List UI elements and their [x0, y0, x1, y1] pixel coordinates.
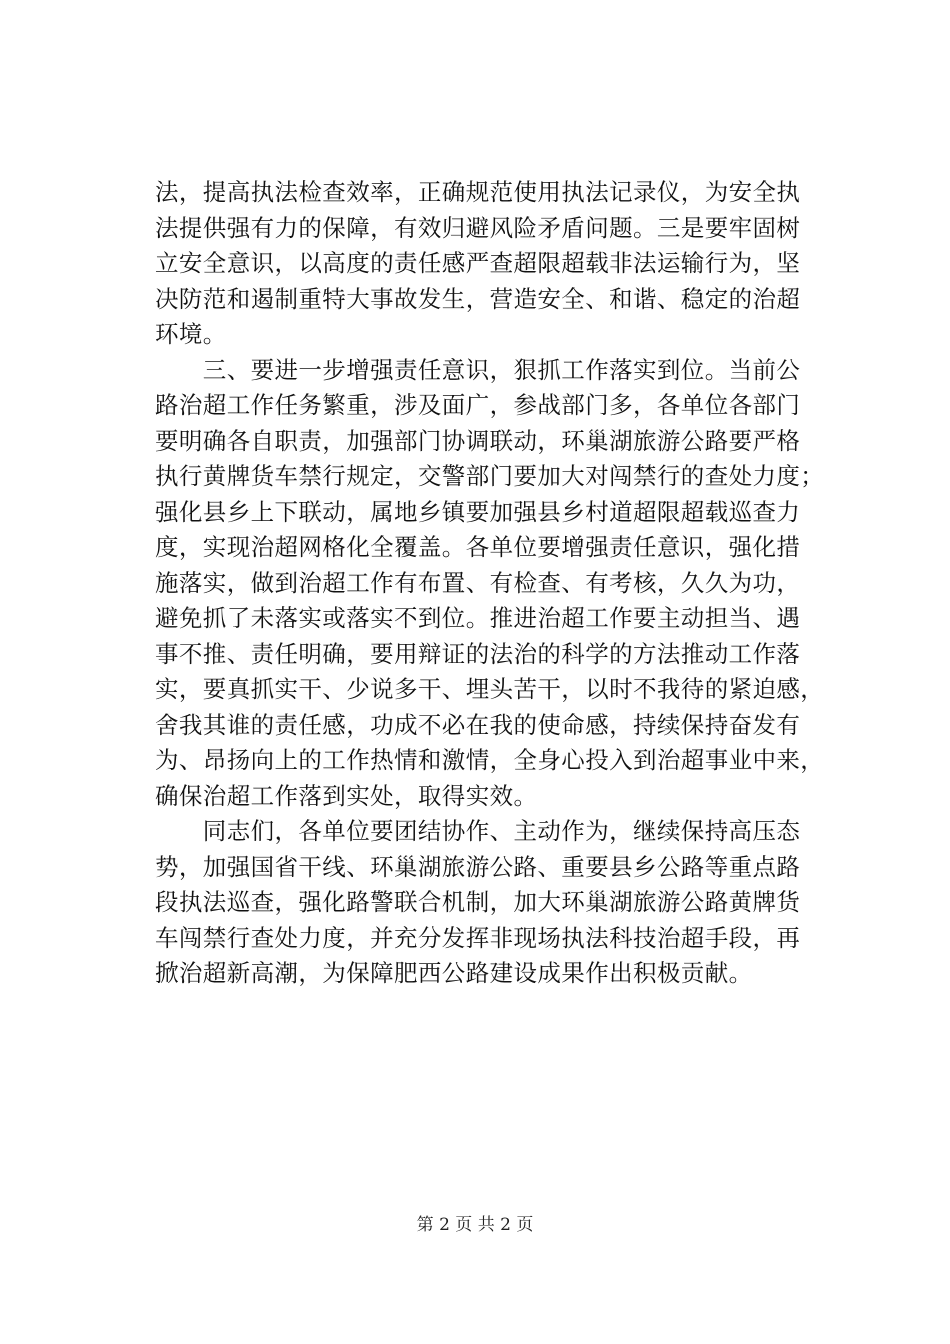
page-number-label: 第 2 页 共 2 页 [416, 1215, 534, 1235]
text-line: 要明确各自职责，加强部门协调联动，环巢湖旅游公路要严格 [155, 426, 801, 455]
text-line: 决防范和遏制重特大事故发生，营造安全、和谐、稳定的治超 [155, 284, 801, 313]
text-line: 势，加强国省干线、环巢湖旅游公路、重要县乡公路等重点路 [155, 852, 801, 881]
text-line: 三、要进一步增强责任意识，狠抓工作落实到位。当前公 [155, 355, 801, 384]
text-line: 舍我其谁的责任感，功成不必在我的使命感，持续保持奋发有 [155, 710, 801, 739]
text-line: 路治超工作任务繁重，涉及面广，参战部门多，各单位各部门 [155, 391, 801, 419]
text-line: 同志们，各单位要团结协作、主动作为，继续保持高压态 [155, 817, 801, 845]
text-line: 强化县乡上下联动，属地乡镇要加强县乡村道超限超载巡查力 [155, 497, 801, 526]
page-footer [0, 1213, 950, 1237]
text-line: 法提供强有力的保障，有效归避风险矛盾问题。三是要牢固树 [155, 213, 801, 242]
text-line: 为、昂扬向上的工作热情和激情，全身心投入到治超事业中来， [155, 746, 825, 774]
text-line: 执行黄牌货车禁行规定，交警部门要加大对闯禁行的查处力度； [155, 462, 825, 490]
text-line: 事不推、责任明确，要用辩证的法治的科学的方法推动工作落 [155, 639, 801, 668]
body-text [155, 175, 825, 992]
text-line: 掀治超新高潮，为保障肥西公路建设成果作出积极贡献。 [155, 959, 753, 987]
text-line: 法，提高执法检查效率，正确规范使用执法记录仪，为安全执 [155, 178, 801, 206]
text-line: 避免抓了未落实或落实不到位。推进治超工作要主动担当、遇 [155, 604, 801, 632]
text-line: 立安全意识，以高度的责任感严查超限超载非法运输行为，坚 [155, 249, 801, 277]
text-line: 段执法巡查，强化路警联合机制，加大环巢湖旅游公路黄牌货 [155, 888, 801, 916]
text-line: 施落实，做到治超工作有布置、有检查、有考核，久久为功， [155, 568, 801, 597]
text-line: 车闯禁行查处力度，并充分发挥非现场执法科技治超手段，再 [155, 923, 801, 952]
text-line: 环境。 [155, 320, 227, 348]
text-line: 度，实现治超网格化全覆盖。各单位要增强责任意识，强化措 [155, 533, 801, 561]
text-line: 确保治超工作落到实处，取得实效。 [155, 781, 538, 810]
text-line: 实，要真抓实干、少说多干、埋头苦干，以时不我待的紧迫感， [155, 675, 825, 703]
